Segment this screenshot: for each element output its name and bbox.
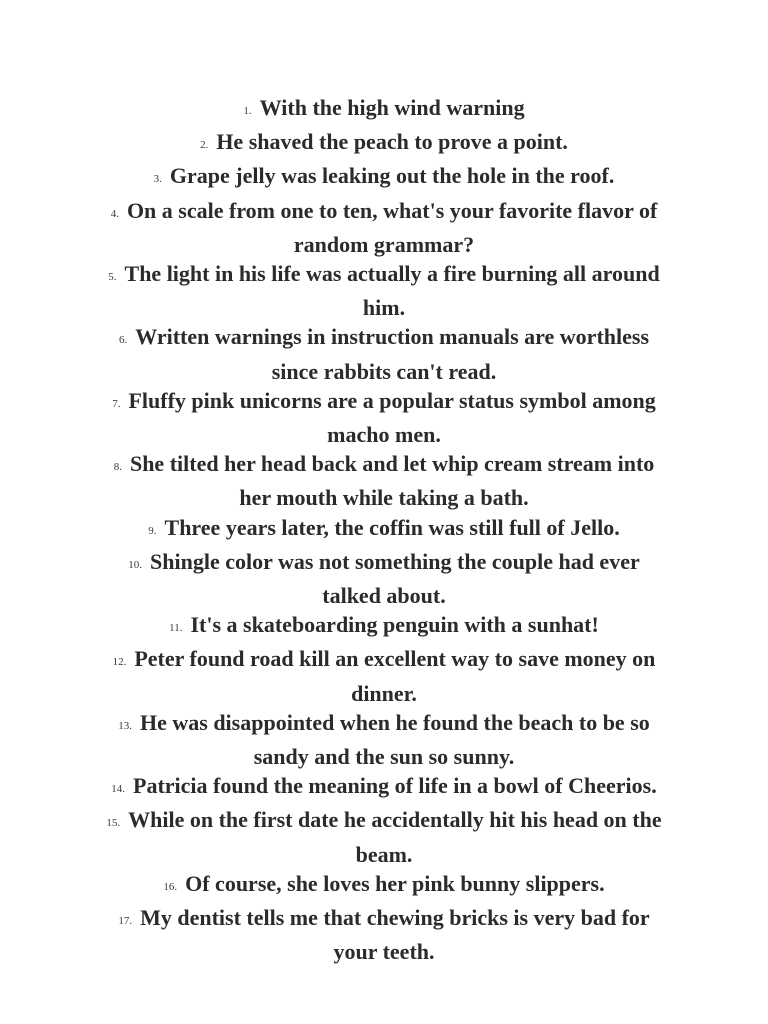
item-number: 5. [108, 271, 117, 284]
item-text: It's a skateboarding penguin with a sunhat! [190, 612, 599, 638]
item-text: Shingle color was not something the couple had ever talked about. [150, 548, 640, 609]
item-number: 11. [169, 622, 183, 635]
list-item [99, 127, 669, 161]
list-item [99, 771, 669, 805]
item-text: Fluffy pink unicorns are a popular status symbol among macho men. [128, 387, 656, 448]
item-number: 9. [148, 524, 157, 537]
item-text: Grape jelly was leaking out the hole in the roof. [169, 163, 615, 189]
item-text: He shaved the peach to prove a point. [216, 129, 568, 155]
item-text: He was disappointed when he found the beach to be so sandy and the sun so sunny. [140, 709, 650, 770]
item-text: Written warnings in instruction manuals are worthless since rabbits can't read. [135, 324, 650, 384]
item-text: Three years later, the coffin was still full of Jello. [164, 514, 620, 540]
item-number: 2. [200, 139, 209, 152]
list-item [99, 196, 669, 259]
list-item [99, 449, 669, 512]
list-item [99, 903, 669, 966]
list-item [99, 610, 669, 644]
item-number: 17. [118, 915, 133, 928]
list-item [99, 259, 669, 322]
item-number: 13. [118, 719, 132, 732]
item-number: 7. [112, 397, 121, 410]
list-item [99, 513, 669, 547]
item-number: 6. [118, 334, 128, 347]
item-text: On a scale from one to ten, what's your favorite flavor of random grammar? [126, 197, 658, 257]
list-item [99, 93, 669, 127]
document-page [0, 93, 768, 966]
item-text: Peter found road kill an excellent way to save money on dinner. [134, 646, 656, 706]
list-item [99, 644, 669, 707]
item-number: 12. [112, 656, 127, 669]
item-number: 10. [128, 558, 143, 571]
item-text: The light in his life was actually a fire burning all around him. [124, 261, 660, 321]
sentence-list [0, 93, 768, 966]
item-number: 4. [110, 207, 119, 220]
item-text: Patricia found the meaning of life in a bowl of Cheerios. [133, 773, 657, 799]
list-item [99, 161, 669, 195]
item-number: 8. [113, 461, 122, 474]
item-text: My dentist tells me that chewing bricks is very bad for your teeth. [140, 905, 650, 965]
list-item [99, 322, 669, 385]
list-item [99, 386, 669, 449]
item-number: 14. [111, 783, 126, 796]
item-text: She tilted her head back and let whip cream stream into her mouth while taking a bath. [129, 451, 655, 511]
list-item [99, 805, 669, 868]
item-text: With the high wind warning [259, 95, 525, 120]
item-text: While on the first date he accidentally hit his head on the beam. [128, 807, 662, 867]
list-item [99, 708, 669, 771]
item-number: 16. [163, 880, 178, 893]
item-number: 15. [106, 817, 121, 830]
list-item [99, 869, 669, 903]
item-text: Of course, she loves her pink bunny slippers. [185, 870, 605, 896]
item-number: 3. [153, 173, 162, 186]
list-item [99, 547, 669, 610]
item-number: 1. [243, 105, 252, 117]
